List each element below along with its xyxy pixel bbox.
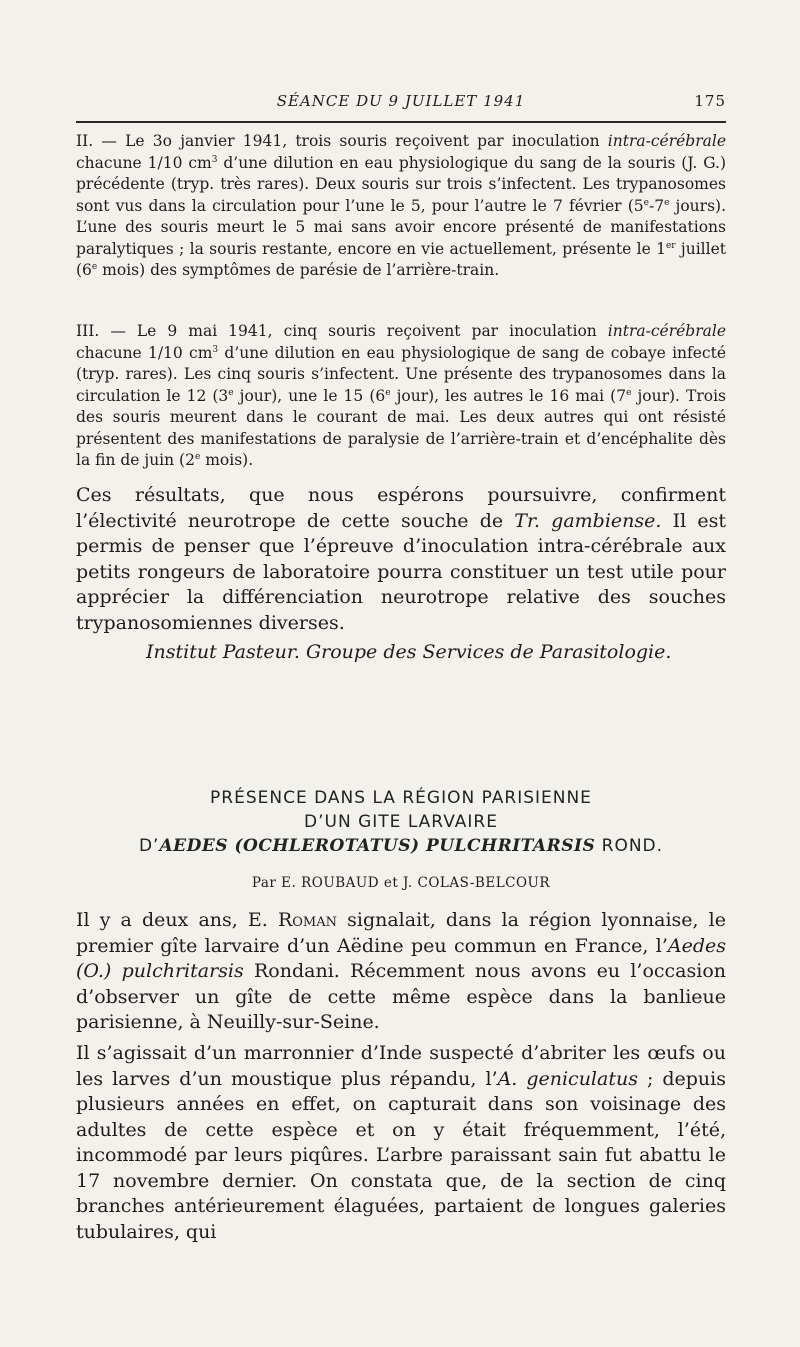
paragraph-experiment-ii: II. — Le 3o janvier 1941, trois souris reçoivent par inoculation intra-cérébrale chacune 1/10 $cm^3$ d’une dilution en eau physiologique du sang de la souris (J. G.) précédente (tryp. très rares). Deux souris sur trois s’infectent. Les trypanosomes sont vus dans la circulation pour l’une le 5, pour l’autre le 7 février (5e-7e jours). L’une des souris meurt le 5 mai sans avoir encore présenté de manifestations paralytiques ; la souris restante, encore en vie actuellement, présente le 1er juillet (6e mois) des symptômes de parésie de l’arrière-train. — [76, 132, 726, 279]
paragraph-experiment-iii: III. — Le 9 mai 1941, cinq souris reçoivent par inoculation intra-cérébrale chacune 1/10 $cm^3$ d’une dilution en eau physiologique de sang de cobaye infecté (tryp. rares). Les cinq souris s’infectent. Une présente des trypanosomes dans la circulation le 12 (3e jour), une le 15 (6e jour), les autres le 16 mai (7e jour). Trois des souris meurent dans le courant de mai. Les deux autres qui ont résisté présentent des manifestations de paralysie de l’arrière-train et d’encéphalite dès la fin de juin (2e mois). — [76, 322, 727, 469]
article-title-line-3: D’AEDES (OCHLEROTATUS) PULCHRITARSIS ROND. — [138, 836, 664, 856]
paragraph-body-1: Il y a deux ans, E. Roman signalait, dans la région lyonnaise, le premier gîte larvaire d’un Aëdine peu commun en France, l’Aedes (O.) pulchritarsis Rondani. Récemment nous avons eu l’occasion d’observer un gîte de cette même espèce dans la banlieue parisienne, à Neuilly-sur-Seine. — [76, 909, 726, 1033]
article-authors: Par E. ROUBAUD et J. COLAS-BELCOUR — [251, 875, 551, 891]
running-head — [76, 92, 726, 116]
article-title-line-2: D’UN GITE LARVAIRE — [304, 812, 498, 832]
page-number: 175 — [694, 92, 726, 110]
affiliation: Institut Pasteur. Groupe des Services de Parasitologie. — [146, 641, 672, 663]
article-title-line-1: PRÉSENCE DANS LA RÉGION PARISIENNE — [210, 788, 592, 808]
paragraph-body-2: Il s’agissait d’un marronnier d’Inde suspecté d’abriter les œufs ou les larves d’un moustique plus répandu, l’A. geniculatus ; depuis plusieurs années en effet, on capturait dans son voisinage des adultes de cette espèce et on y était fréquemment, l’été, incommodé par leurs piqûres. L’arbre paraissant sain fut abattu le 17 novembre dernier. On constata que, de la section de cinq branches antérieurement élaguées, partaient de longues galeries tubulaires, qui — [76, 1042, 726, 1243]
running-title: SÉANCE DU 9 JUILLET 1941 — [276, 92, 526, 110]
header-rule — [76, 121, 726, 123]
paragraph-conclusion: Ces résultats, que nous espérons poursuivre, confirment l’électivité neurotrope de cette souche de Tr. gambiense. Il est permis de penser que l’épreuve d’inoculation intra-cérébrale aux petits rongeurs de laboratoire pourra constituer un test utile pour apprécier la différenciation neurotrope relative des souches trypanosomiennes diverses. — [76, 484, 726, 634]
